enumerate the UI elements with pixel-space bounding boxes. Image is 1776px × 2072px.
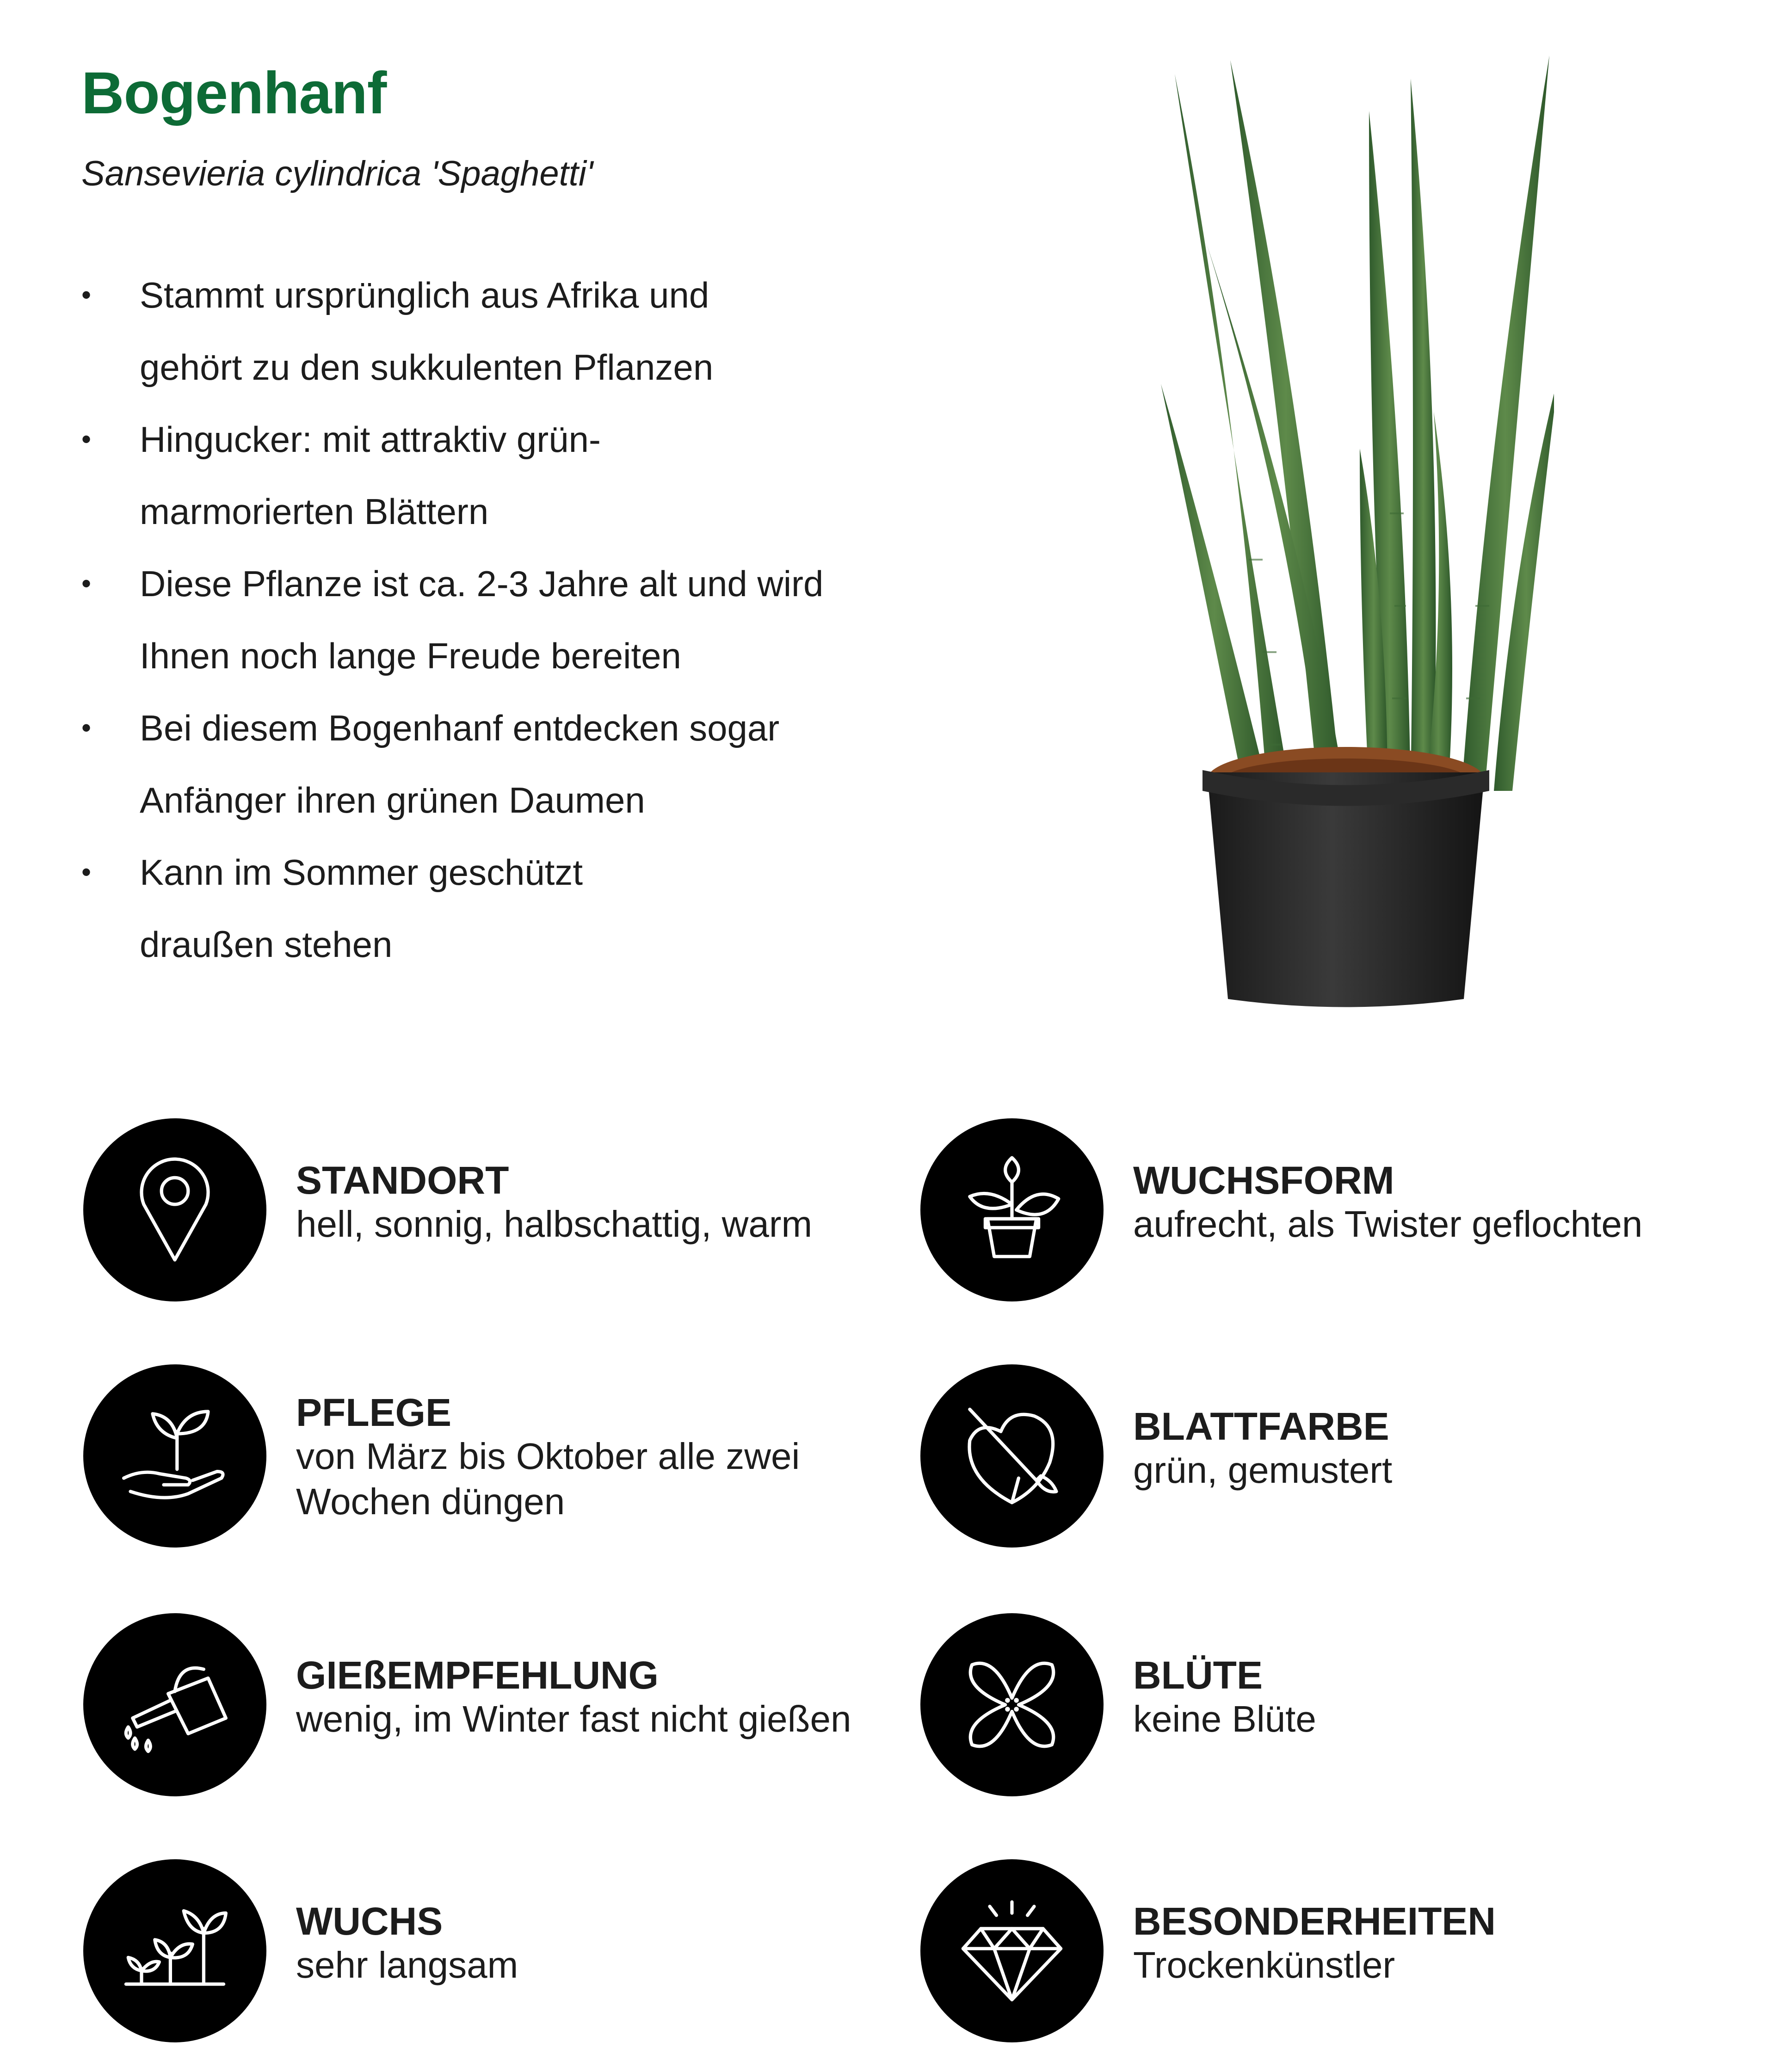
bullet-dot: • — [81, 568, 92, 599]
feature-value: Trockenkünstler — [1133, 1944, 1395, 1986]
feature-heading: STANDORT — [296, 1159, 509, 1202]
feature-wuchs — [83, 1859, 916, 2044]
bullet-line: Anfänger ihren grünen Daumen — [140, 780, 645, 820]
seedlings-icon — [83, 1859, 266, 2042]
bullet-line: Stammt ursprünglich aus Afrika und — [140, 275, 709, 315]
feature-value: aufrecht, als Twister geflochten — [1133, 1203, 1643, 1245]
flower-icon — [920, 1613, 1104, 1796]
bullet-dot: • — [81, 857, 92, 888]
feature-heading: GIEßEMPFEHLUNG — [296, 1653, 659, 1697]
bullet-line: marmorierten Blättern — [140, 491, 489, 532]
bullet-item — [81, 548, 914, 692]
feature-value-line: Wochen düngen — [296, 1481, 565, 1522]
bullet-dot: • — [81, 712, 92, 743]
feature-heading: PFLEGE — [296, 1391, 452, 1434]
bullet-line: Diese Pflanze ist ca. 2-3 Jahre alt und wird — [140, 563, 824, 604]
product-title: Bogenhanf — [81, 60, 387, 126]
feature-heading: WUCHSFORM — [1133, 1159, 1394, 1202]
bullet-line: draußen stehen — [140, 924, 393, 965]
potted-plant-icon — [920, 1118, 1104, 1301]
bullet-item — [81, 692, 914, 836]
feature-heading: BLATTFARBE — [1133, 1405, 1389, 1448]
feature-standort — [83, 1118, 916, 1303]
bullet-dot: • — [81, 424, 92, 455]
feature-bluete — [920, 1613, 1753, 1798]
watering-can-icon — [83, 1613, 266, 1796]
bullet-line: Hingucker: mit attraktiv grün- — [140, 419, 601, 460]
plant-photo — [1128, 51, 1554, 1022]
bullet-item — [81, 259, 914, 403]
bullet-line: Bei diesem Bogenhanf entdecken sogar — [140, 708, 780, 748]
feature-value: wenig, im Winter fast nicht gießen — [296, 1698, 851, 1739]
bullet-line: Kann im Sommer geschützt — [140, 852, 583, 893]
feature-wuchsform — [920, 1118, 1753, 1303]
pot — [1207, 772, 1485, 1007]
feature-pflege — [83, 1364, 916, 1549]
feature-value: sehr langsam — [296, 1944, 518, 1986]
location-pin-icon — [83, 1118, 266, 1301]
feature-heading: BESONDERHEITEN — [1133, 1899, 1496, 1943]
feature-bullet-list — [81, 259, 914, 980]
bullet-item — [81, 403, 914, 548]
feature-heading: BLÜTE — [1133, 1653, 1263, 1697]
feature-value: grün, gemustert — [1133, 1449, 1393, 1491]
bullet-item — [81, 836, 914, 980]
feature-value-line: von März bis Oktober alle zwei — [296, 1436, 800, 1477]
bullet-line: gehört zu den sukkulenten Pflanzen — [140, 347, 714, 388]
latin-name: Sansevieria cylindrica 'Spaghetti' — [81, 154, 593, 193]
feature-heading: WUCHS — [296, 1899, 443, 1943]
bullet-dot: • — [81, 279, 92, 310]
plant-in-hand-icon — [83, 1364, 266, 1548]
bullet-line: Ihnen noch lange Freude bereiten — [140, 635, 681, 676]
leaf-paintbrush-icon — [920, 1364, 1104, 1548]
diamond-icon — [920, 1859, 1104, 2042]
feature-value — [296, 1434, 944, 1524]
feature-giessempfehlung — [83, 1613, 916, 1798]
leaves — [1161, 56, 1554, 796]
feature-blattfarbe — [920, 1364, 1753, 1549]
feature-value: keine Blüte — [1133, 1698, 1316, 1739]
feature-besonderheiten — [920, 1859, 1753, 2044]
feature-value: hell, sonnig, halbschattig, warm — [296, 1203, 813, 1245]
